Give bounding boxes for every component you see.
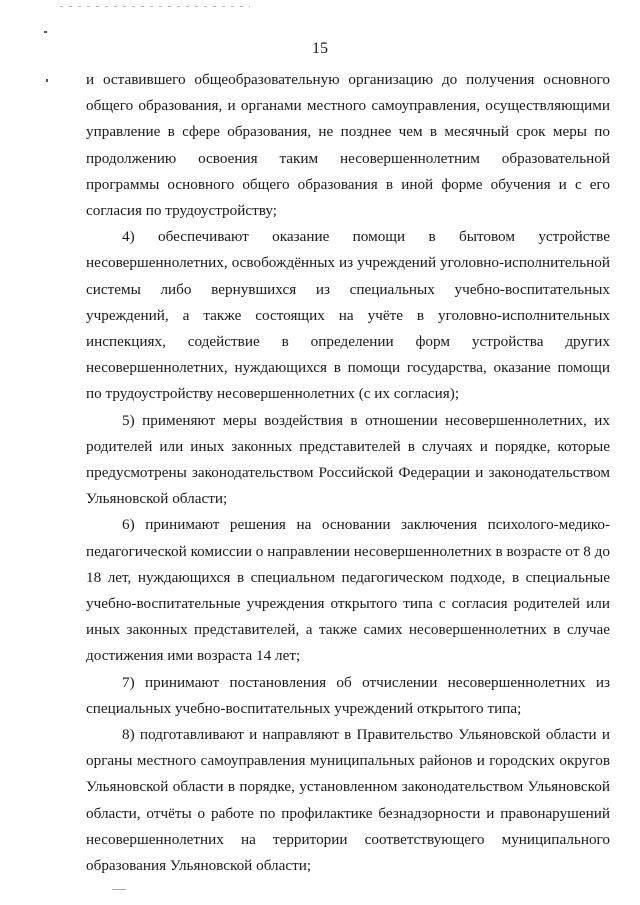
paragraph-item-7: 7) принимают постановления об отчислении несовершеннолетних из специальных учебно-воспитательных учреждений открытого типа;: [86, 673, 610, 717]
scan-artifact-mark: [44, 31, 47, 33]
page-number: 15: [312, 40, 328, 57]
scan-artifact-top: [60, 6, 250, 7]
paragraph-item-5: 5) применяют меры воздействия в отношении несовершеннолетних, их родителей или иных законных представителей в случаях и порядке, которые предусмотрены законодательством Российской Федерации и законодательством Ульяновской области;: [86, 411, 610, 508]
paragraph-item-8: 8) подготавливают и направляют в Правительство Ульяновской области и органы местного самоуправления муниципальных районов и городских округов Ульяновской области в порядке, установленном законодательством Ульяновской области, отчёты о работе по профилактике безнадзорности и правонарушений несовершеннолетних на территории соответствующего муниципального образования Ульяновской области;: [86, 726, 610, 875]
scan-artifact-mark: [112, 889, 126, 890]
scan-artifact-mark: [46, 79, 48, 82]
paragraph-continuation: и оставившего общеобразовательную организацию до получения основного общего образования, и органами местного самоуправления, осуществляющими управление в сфере образования, не позднее чем в месячный срок меры по продолжению освоения таким несовершеннолетним образовательной программы основного общего образования в иной форме обучения и с его согласия по трудоустройству;: [86, 71, 610, 220]
paragraph-item-6: 6) принимают решения на основании заключения психолого-медико-педагогической комиссии о направлении несовершеннолетних в возрасте от 8 до 18 лет, нуждающихся в специальном педагогическом подходе, в специальные учебно-воспитательные учреждения открытого типа с согласия родителей или иных законных представителей, а также самих несовершеннолетних в случае достижения ими возраста 14 лет;: [86, 516, 610, 665]
paragraph-item-4: 4) обеспечивают оказание помощи в бытовом устройстве несовершеннолетних, освобождённых из учреждений уголовно-исполнительной системы либо вернувшихся из специальных учебно-воспитательных учреждений, а также состоящих на учёте в уголовно-исполнительных инспекциях, содействие в определении форм устройства других несовершеннолетних, нуждающихся в помощи государства, оказание помощи по трудоустройству несовершеннолетних (с их согласия);: [86, 228, 610, 403]
document-body: [86, 67, 610, 879]
